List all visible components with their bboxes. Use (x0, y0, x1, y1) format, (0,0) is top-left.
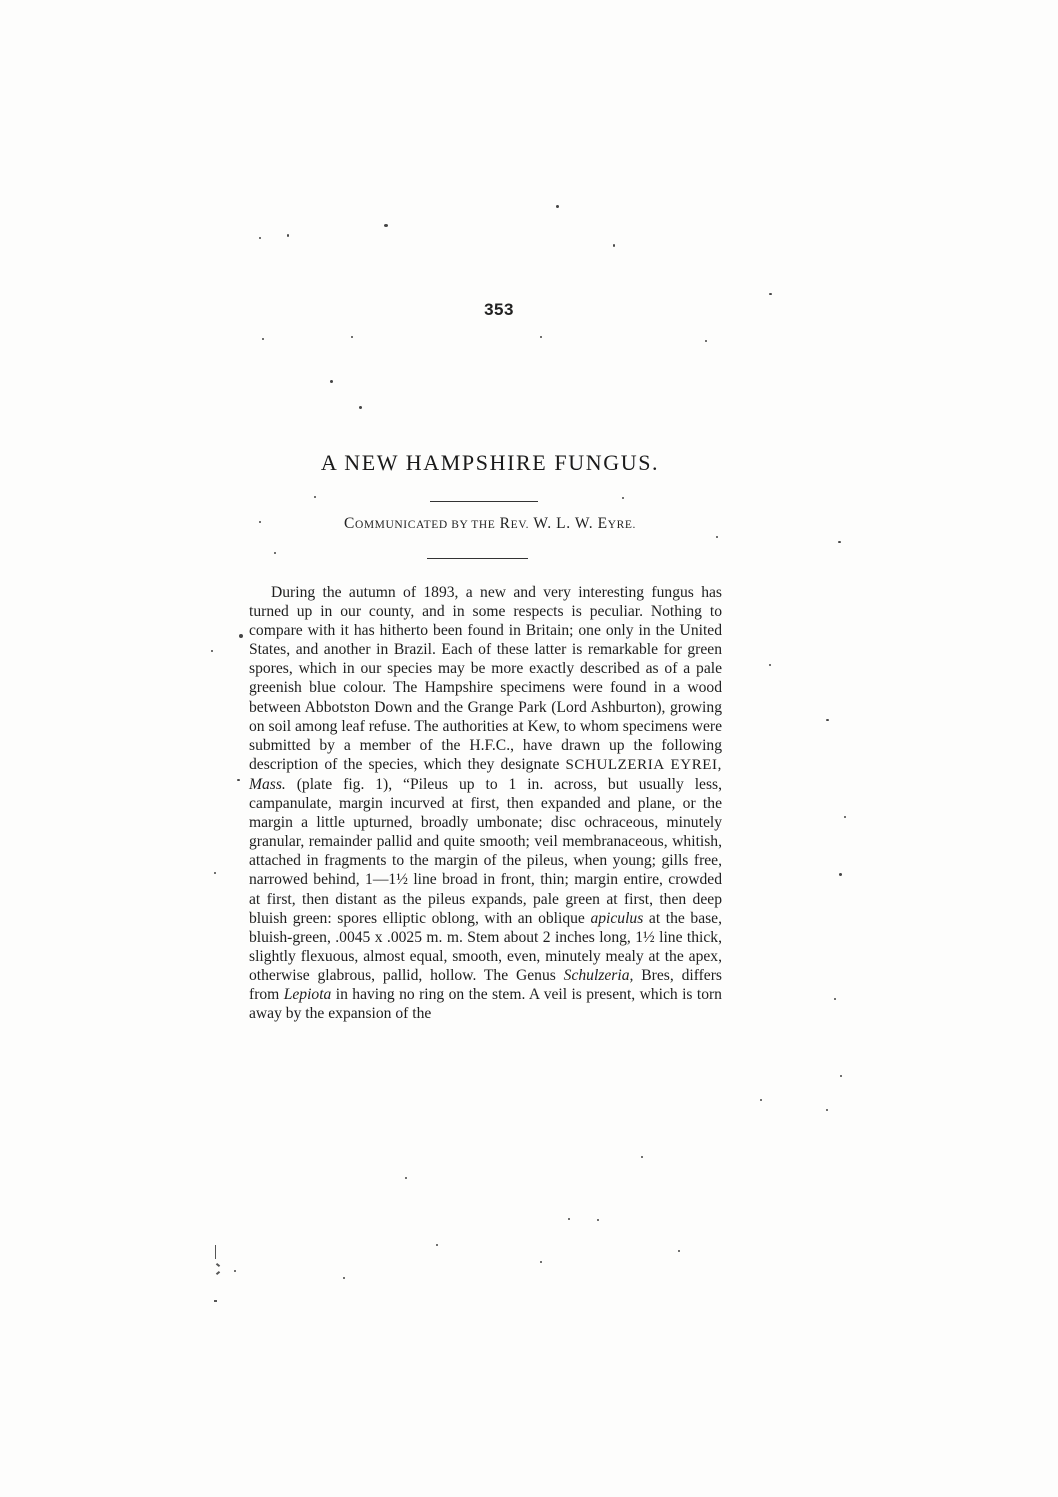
scan-speck (678, 1250, 680, 1252)
byline (250, 515, 730, 533)
body-text-part1: During the autumn of 1893, a new and very interesting fungus has turned up in our county, and in some respects is peculiar. Nothing to compare with it has hitherto been found in Britain; one only in the United States, and another in Brazil. Each of these latter is remarkable for green spores, which in our species may be more exactly described as of a pale greenish blue colour. The Hampshire specimens were found in a wood between Abbotston Down and the Grange Park (Lord Ashburton), growing on soil among leaf refuse. The authorities at Kew, to whom specimens were submitted by a member of the H.F.C., have drawn up the following description of the species, which they designate (249, 584, 722, 773)
scan-speck (239, 634, 243, 638)
scan-speck (234, 1270, 236, 1272)
scan-speck (641, 1156, 643, 1158)
margin-mark (216, 1271, 220, 1275)
article-title: A NEW HAMPSHIRE FUNGUS. (320, 450, 660, 475)
scan-speck (568, 1218, 570, 1220)
body-text-part5: in having no ring on the stem. A veil is present, which is torn away by the expansion of the (249, 985, 722, 1023)
scan-speck (330, 380, 333, 383)
scan-speck (211, 650, 213, 652)
scan-speck (351, 336, 353, 338)
scan-speck (716, 536, 718, 538)
scan-speck (613, 244, 615, 247)
scan-speck (840, 1075, 842, 1077)
scan-speck (274, 552, 276, 554)
scan-speck (769, 293, 772, 295)
scan-speck (705, 340, 707, 342)
scan-speck (287, 234, 289, 237)
article-body (249, 583, 722, 1023)
scan-speck (214, 872, 216, 874)
paragraph (249, 583, 722, 1023)
scan-speck (826, 719, 829, 721)
scan-speck (540, 1261, 542, 1263)
byline-rev: EV. (510, 519, 530, 531)
term-apiculus: apiculus (590, 909, 644, 927)
scan-speck (844, 816, 846, 818)
title-divider (430, 501, 538, 502)
scan-speck (540, 336, 542, 338)
body-text-part3: at the base, bluish-green, .0045 x .0025 m. m. Stem about 2 inches long, 1½ line thick, slightly flexuous, almost equal, smooth, even, minutely mealy at the apex, otherwise glabrous, pallid, hollow. The Genus (249, 909, 722, 984)
byline-author-rest: YRE. (607, 519, 636, 531)
scan-speck (839, 873, 842, 876)
margin-mark (216, 1263, 220, 1267)
species-authority: Mass. (249, 775, 286, 793)
scan-speck (834, 998, 836, 1000)
scan-speck (259, 237, 261, 239)
scan-speck (314, 496, 316, 498)
scan-speck (826, 1109, 828, 1111)
byline-prefix: OMMUNICATED BY THE (354, 519, 496, 531)
species-name: SCHULZERIA EYREI, (565, 756, 723, 773)
scan-speck (262, 338, 264, 340)
margin-mark (215, 1245, 216, 1259)
body-text-part2: (plate fig. 1), “Pileus up to 1 in. across, but usually less, campanulate, margin incurved at first, then expanded and plane, or the margin a little upturned, broadly umbonate; disc ochraceous, minutely granular, remainder pallid and quite smooth; veil membranaceous, whitish, attached in fragments to the margin of the pileus, when young; gills free, narrowed behind, 1—1½ line broad in front, thin; margin entire, crowded at first, then distant as the pileus expands, pale green at first, then deep bluish green: spores elliptic oblong, with an oblique (249, 775, 722, 927)
byline-author: W. L. W. E (533, 515, 608, 532)
scan-speck (622, 497, 624, 499)
scan-speck (597, 1219, 599, 1221)
byline-rev-initial: R (499, 515, 511, 532)
scan-speck (838, 541, 841, 543)
scan-speck (343, 1277, 345, 1279)
scan-speck (237, 779, 240, 781)
byline-initial: C (343, 515, 355, 532)
scan-speck (760, 1099, 762, 1101)
scan-speck (384, 224, 388, 227)
margin-mark (214, 1300, 217, 1302)
scan-speck (556, 205, 559, 208)
body-text-part4: Bres, differs from (249, 966, 722, 1003)
scan-speck (259, 521, 261, 523)
genus-lepiota: Lepiota (283, 985, 332, 1003)
genus-schulzeria: Schulzeria, (563, 966, 634, 984)
scan-speck (769, 664, 771, 666)
scan-speck (359, 406, 362, 409)
page-number: 353 (484, 300, 514, 319)
byline-divider (427, 558, 528, 559)
scan-speck (436, 1244, 438, 1246)
scan-speck (405, 1177, 407, 1179)
